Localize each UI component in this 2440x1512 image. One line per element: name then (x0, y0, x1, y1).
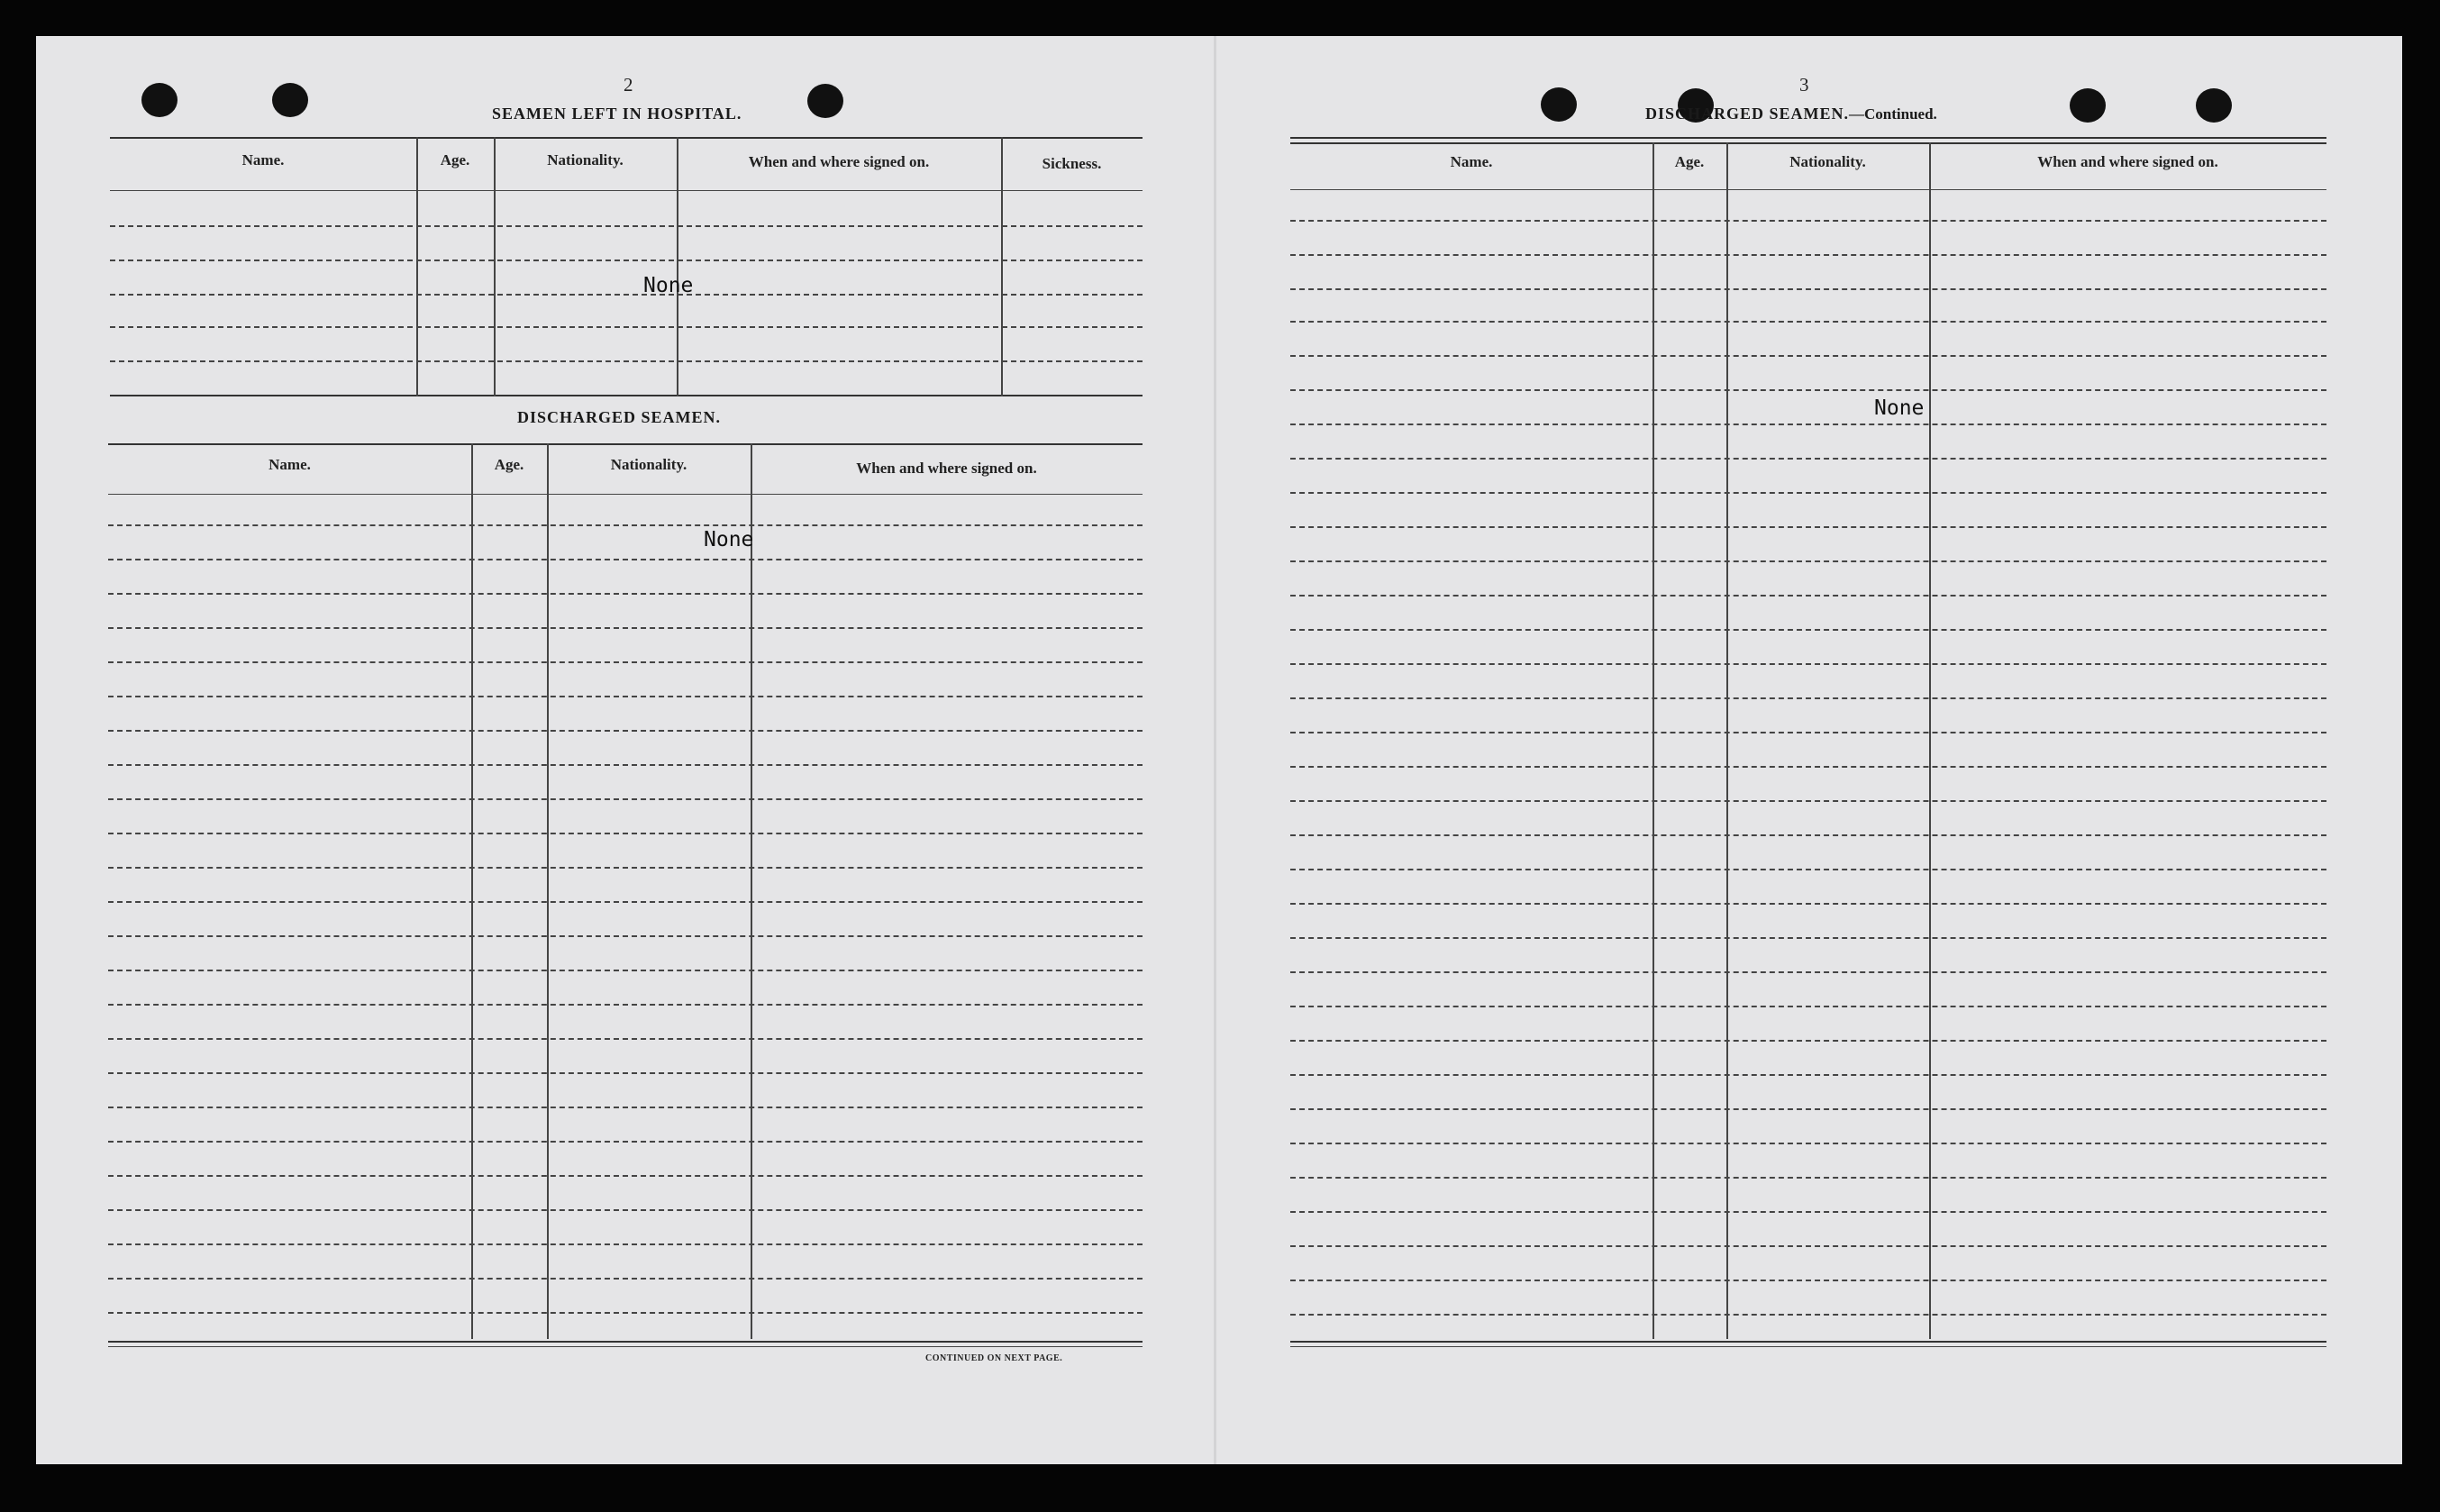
punch-hole (141, 83, 178, 117)
continued-footer: CONTINUED ON NEXT PAGE. (925, 1353, 1063, 1363)
left-page-number: 2 (624, 74, 633, 96)
hospital-entry: None (643, 274, 694, 297)
punch-hole (2070, 88, 2106, 123)
discharged-table-left (108, 443, 1143, 1346)
column-header-name: Name. (269, 456, 311, 473)
column-header-sickness: Sickness. (1042, 155, 1102, 172)
punch-hole (807, 84, 843, 118)
punch-hole (272, 83, 308, 117)
column-header-nationality: Nationality. (610, 456, 687, 473)
hospital-section-title: SEAMEN LEFT IN HOSPITAL. (492, 105, 742, 123)
hospital-table (110, 137, 1143, 396)
discharged-entry-left: None (704, 528, 754, 551)
column-header-signed-on: When and where signed on. (2037, 153, 2218, 170)
column-header-signed-on: When and where signed on. (856, 460, 1037, 477)
right-page-number: 3 (1799, 74, 1809, 96)
ruled-rows (108, 443, 1143, 1344)
right-section-title-suffix: —Continued. (1849, 105, 1937, 123)
discharged-entry-right: None (1874, 396, 1925, 420)
punch-hole (1541, 87, 1577, 122)
discharged-section-title: DISCHARGED SEAMEN. (517, 408, 722, 426)
column-header-name: Name. (1450, 153, 1493, 170)
ruled-rows (110, 137, 1143, 396)
column-header-age: Age. (440, 151, 470, 169)
right-section-title (1645, 105, 1937, 123)
column-header-age: Age. (1674, 153, 1705, 170)
discharged-table-right (1290, 137, 2326, 1346)
ruled-rows (1290, 137, 2326, 1344)
page-fold (1214, 36, 1216, 1464)
column-header-nationality: Nationality. (1789, 153, 1866, 170)
right-section-title-main: DISCHARGED SEAMEN. (1645, 105, 1850, 123)
punch-hole (2196, 88, 2232, 123)
column-header-nationality: Nationality. (547, 151, 624, 169)
column-header-age: Age. (494, 456, 524, 473)
column-header-name: Name. (241, 151, 285, 169)
column-header-signed-on: When and where signed on. (748, 153, 930, 170)
